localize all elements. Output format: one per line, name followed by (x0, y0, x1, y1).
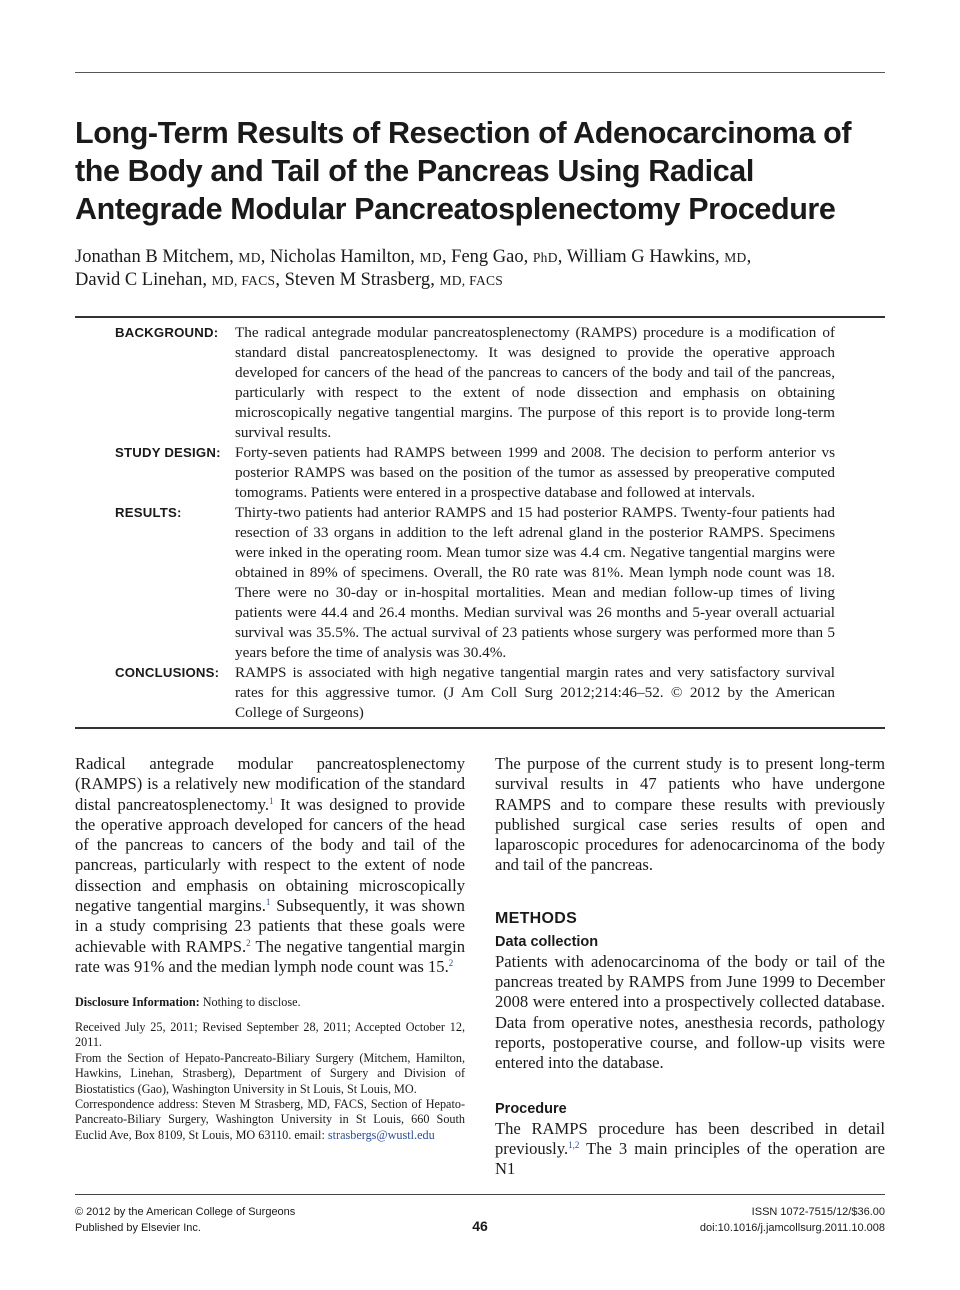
footer-left (75, 1205, 295, 1236)
issn: ISSN 1072-7515/12/$36.00 (751, 1206, 885, 1218)
procedure-heading: Procedure (495, 1100, 567, 1117)
top-divider (75, 72, 885, 73)
abstract-results (75, 503, 885, 663)
procedure-paragraph (495, 1119, 885, 1180)
article-notes (75, 1020, 465, 1143)
abstract-section-label: RESULTS: (115, 505, 182, 520)
abstract-conclusions (75, 663, 885, 723)
footer-right (700, 1205, 885, 1236)
body-text: It was designed to provide the operative approach developed for cancers of the head of the pancreas to cancers of the body and tail of the pancreas, particularly with respect to the extent of node dissection and emphasis on obtaining microscopically negative tangential margins. (75, 794, 465, 916)
author-name: David C Linehan (75, 270, 203, 290)
author-credential: MD, FACS (439, 273, 504, 288)
correspondence-text: Correspondence address: Steven M Strasberg, MD, FACS, Section of Hepato-Pancreato-Biliary Surgery, Washington University in St Louis, 660 South Euclid Ave, Box 8109, St Louis, MO 63110. email: (75, 1097, 465, 1142)
body-text-continued: The negative tangential margin rate was 91% and the median lymph node count was 15. (75, 936, 465, 976)
doi: doi:10.1016/j.jamcollsurg.2011.10.008 (699, 1221, 885, 1234)
author-name: Steven M Strasberg (284, 270, 431, 290)
author-name: Feng Gao (451, 247, 524, 267)
footer-divider (75, 1194, 885, 1195)
abstract-section-label: CONCLUSIONS: (115, 665, 220, 680)
body-text: The 3 main principles of the operation are N1 (495, 1138, 885, 1179)
article-title: Long-Term Results of Resection of Adenocarcinoma of the Body and Tail of the Pancreas Using Radical Antegrade Modular Pancreatosplenectomy Procedure (75, 116, 852, 226)
copyright: © 2012 by the American College of Surgeons (75, 1206, 296, 1218)
disclosure-text: Nothing to disclose. (199, 995, 301, 1009)
body-text: Subsequently, it was shown in a study comprising 23 patients that these goals were achievable with RAMPS. (75, 896, 465, 956)
email-link[interactable]: strasbergs@wustl.edu (327, 1127, 435, 1142)
reference-link[interactable]: 1,2 (568, 1139, 580, 1150)
abstract-section-label: BACKGROUND: (115, 325, 219, 340)
reference-link[interactable]: 2 (246, 937, 251, 948)
abstract-section-text: Forty-seven patients had RAMPS between 1999 and 2008. The decision to perform anterior vs posterior RAMPS was based on the position of the tumor as assessed by preoperative computed tomograms. Patients were entered in a prospective database and followed at intervals. (235, 444, 835, 501)
abstract-top-rule (75, 316, 885, 318)
data-collection-heading: Data collection (495, 933, 599, 950)
author-credential: MD (724, 250, 747, 265)
methods-heading: METHODS (495, 909, 578, 927)
author-credential: PhD (532, 250, 558, 265)
reference-link[interactable]: 1 (265, 897, 271, 908)
body-text: The RAMPS procedure has been described in detail previously. (495, 1118, 885, 1158)
abstract-section-text: Thirty-two patients had anterior RAMPS and 15 had posterior RAMPS. Twenty-four patients had resection of 33 organs in addition to the left adrenal gland in the posterior RAMPS. Specimens were inked in the operating room. Mean tumor size was 4.4 cm. Negative tangential margins were obtained in 89% of specimens. Overall, the R0 rate was 81%. Mean lymph node count was 18. There were no 30-day or in-hospital mortalities. Mean and median follow-up times of living patients were 44.4 and 26.4 months. Median survival was 26 months and 5-year overall actuarial survival was 35.5%. The actual survival of 23 patients whose surgery was performed more than 5 years before the time of analysis was 30.4%. (235, 504, 835, 661)
author-credential: MD (238, 250, 261, 265)
body-column-left (75, 754, 465, 977)
publisher: Published by Elsevier Inc. (75, 1221, 201, 1234)
disclosure (75, 995, 465, 1011)
disclosure-label: Disclosure Information: (75, 995, 200, 1009)
author-list: Jonathan B Mitchem, MD, Nicholas Hamilton, MD, Feng Gao, PhD, William G Hawkins, MD, David C Linehan, MD, FACS, Steven M Strasberg, MD, FACS (75, 247, 752, 290)
intro-continuation (495, 754, 885, 876)
author-name: William G Hawkins (566, 247, 715, 267)
body-column-right (495, 754, 885, 1179)
abstract-section-text: The radical antegrade modular pancreatosplenectomy (RAMPS) procedure is a modification of standard distal pancreatosplenectomy. It was designed to provide the operative approach developed for cancers of the head of the pancreas to cancers of the body and tail of the pancreas, particularly with respect to the extent of node dissection and emphasis on obtaining microscopically negative tangential margins. The purpose of this report is to provide long-term survival results. (235, 324, 835, 441)
author-name: Nicholas Hamilton (270, 247, 411, 267)
author-name: Jonathan B Mitchem (75, 247, 230, 267)
abstract-background (75, 323, 885, 443)
page-number: 46 (472, 1218, 488, 1234)
correspondence (75, 1097, 465, 1143)
author-credential: MD (419, 250, 442, 265)
received-dates: Received July 25, 2011; Revised September 28, 2011; Accepted October 12, 2011. (75, 1020, 465, 1050)
reference-link[interactable]: 2 (448, 957, 454, 968)
data-collection-text: Patients with adenocarcinoma of the body or tail of the pancreas treated by RAMPS from June 1999 to December 2008 were entered into a prospectively collected database. Data from operative notes, anesthesia records, pathology reports, postoperative course, and follow-up visits were entered into the database. (495, 951, 885, 1073)
abstract-section-label: STUDY DESIGN: (115, 445, 221, 460)
reference-link[interactable]: 1 (268, 795, 274, 806)
abstract-study-design (75, 443, 885, 503)
abstract-section-text: RAMPS is associated with high negative tangential margin rates and very satisfactory survival rates for this aggressive tumor. (J Am Coll Surg 2012;214:46–52. © 2012 by the American College of Surgeons) (235, 664, 835, 721)
body-text: The purpose of the current study is to present long-term survival results in 47 patients who have undergone RAMPS and to compare these results with previously published surgical case series results of open and laparoscopic procedures for adenocarcinoma of the body and tail of the pancreas. (495, 754, 885, 875)
author-credential: MD, FACS (211, 273, 276, 288)
abstract (75, 323, 885, 723)
body-text: Radical antegrade modular pancreatosplenectomy (RAMPS) is a relatively new modification of the standard distal pancreatosplenectomy. (75, 754, 465, 814)
abstract-bottom-rule (75, 727, 885, 729)
affiliation: From the Section of Hepato-Pancreato-Biliary Surgery (Mitchem, Hamilton, Hawkins, Linehan, Strasberg), Department of Surgery and Division of Biostatistics (Gao), Washington University in St Louis, St Louis, MO. (75, 1050, 465, 1096)
